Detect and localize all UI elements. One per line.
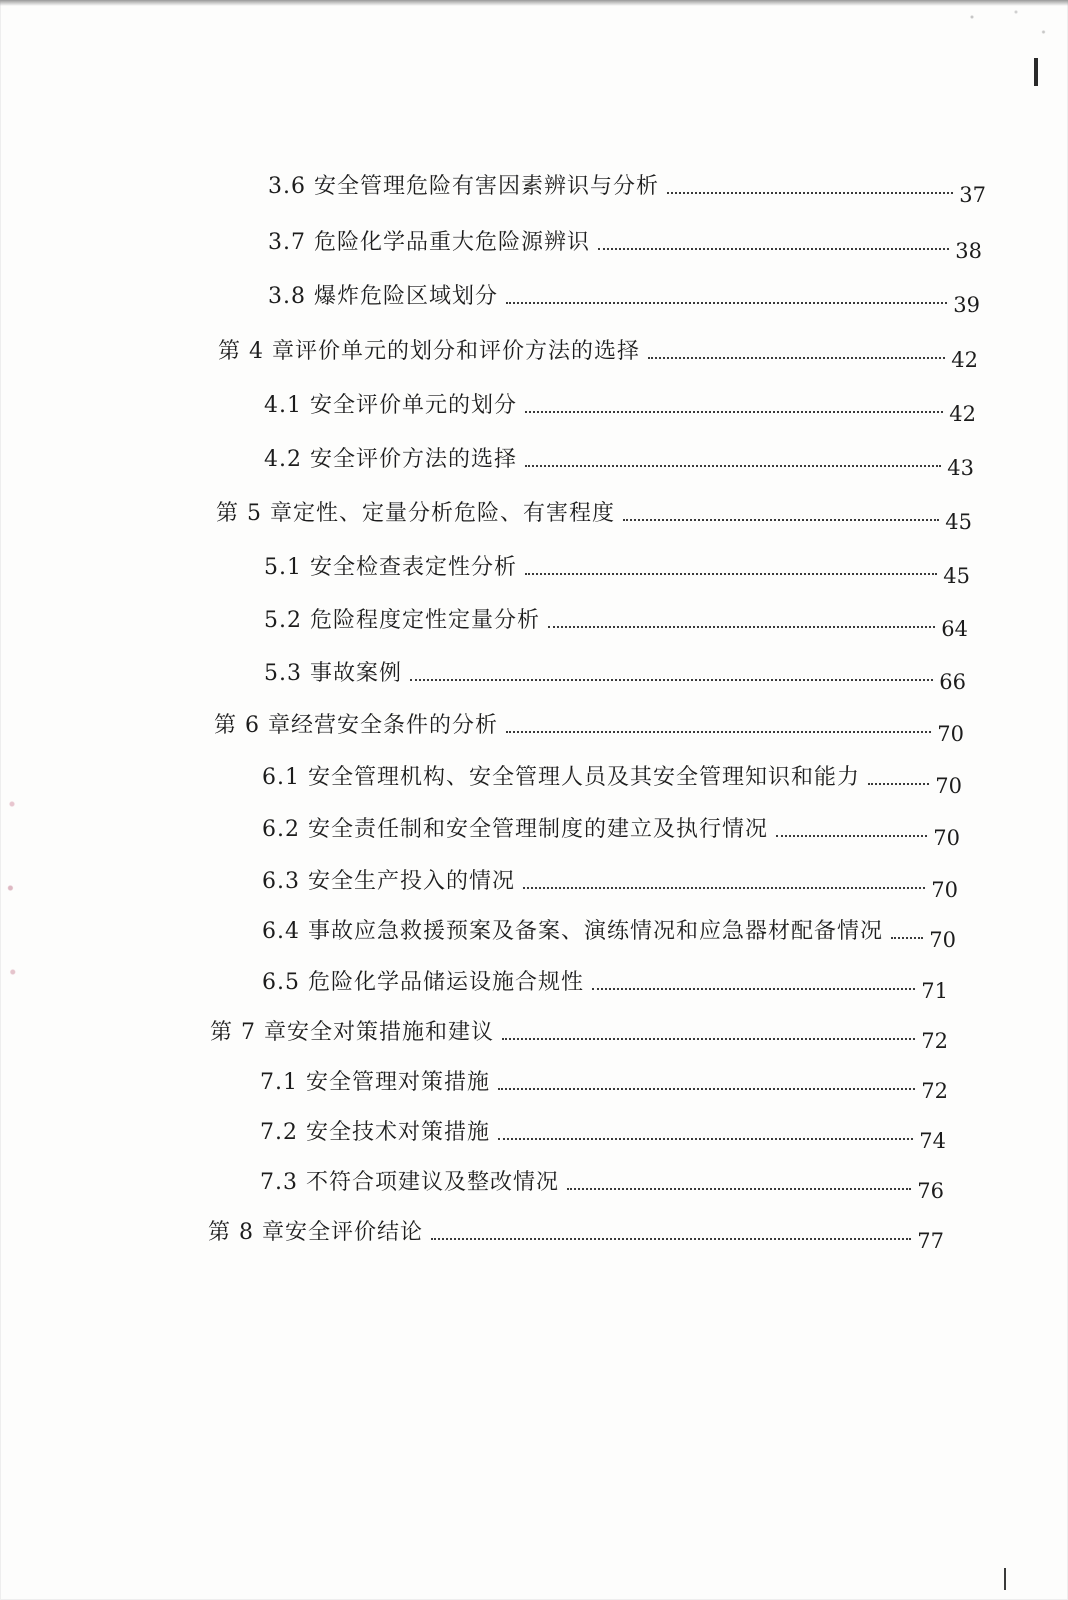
toc-entry-6-4	[262, 911, 956, 952]
toc-page-number: 74	[919, 1129, 946, 1153]
toc-dot-leader	[506, 730, 931, 733]
toc-entry-title: 3.6 安全管理危险有害因素辨识与分析	[268, 174, 659, 199]
toc-page-number: 45	[943, 564, 970, 588]
toc-entry-title: 6.1 安全管理机构、安全管理人员及其安全管理知识和能力	[262, 765, 860, 790]
toc-entry-title: 7.3 不符合项建议及整改情况	[260, 1170, 559, 1195]
toc-chapter-title: 第 8 章安全评价结论	[208, 1220, 423, 1245]
toc-dot-leader	[525, 410, 943, 413]
toc-entry-5-3	[264, 653, 966, 694]
toc-dot-leader	[525, 572, 937, 575]
toc-chapter-5	[216, 493, 972, 534]
toc-dot-leader	[567, 1187, 911, 1190]
toc-entry-title: 6.3 安全生产投入的情况	[262, 869, 515, 894]
toc-page-number: 64	[941, 617, 968, 641]
toc-dot-leader	[410, 678, 933, 681]
toc-chapter-7	[210, 1012, 948, 1053]
toc-entry-title: 3.8 爆炸危险区域划分	[268, 284, 498, 309]
toc-dot-leader	[506, 301, 947, 304]
toc-entry-title: 5.1 安全检查表定性分析	[264, 555, 517, 580]
toc-entry-7-2	[260, 1112, 946, 1153]
toc-entry-title: 5.3 事故案例	[264, 661, 402, 686]
toc-dot-leader	[498, 1137, 913, 1140]
toc-entry-5-1	[264, 547, 970, 588]
toc-page-number: 43	[947, 456, 974, 480]
toc-dot-leader	[648, 356, 945, 359]
toc-page-number: 66	[939, 670, 966, 694]
toc-dot-leader	[776, 834, 927, 837]
toc-page-number: 77	[917, 1229, 944, 1253]
toc-page-number: 37	[959, 183, 986, 207]
toc-dot-leader	[592, 987, 915, 990]
toc-page-number: 72	[921, 1079, 948, 1103]
toc-page-number: 38	[955, 239, 982, 263]
toc-chapter-title: 第 4 章评价单元的划分和评价方法的选择	[218, 339, 640, 364]
toc-page-number: 70	[935, 774, 962, 798]
toc-chapter-6	[214, 705, 964, 746]
toc-page-number: 70	[931, 878, 958, 902]
toc-page-number: 72	[921, 1029, 948, 1053]
toc-entry-6-1	[262, 757, 962, 798]
toc-entry-title: 7.1 安全管理对策措施	[260, 1070, 490, 1095]
toc-dot-leader	[623, 518, 939, 521]
toc-entry-6-2	[262, 809, 960, 850]
toc-entry-6-3	[262, 861, 958, 902]
toc-dot-leader	[498, 1087, 915, 1090]
toc-entry-title: 6.4 事故应急救援预案及备案、演练情况和应急器材配备情况	[262, 919, 883, 944]
toc-dot-leader	[868, 782, 929, 785]
toc-entry-7-3	[260, 1162, 944, 1203]
toc-entry-title: 6.2 安全责任制和安全管理制度的建立及执行情况	[262, 817, 768, 842]
toc-entry-title: 4.1 安全评价单元的划分	[264, 393, 517, 418]
toc-dot-leader	[598, 247, 949, 250]
toc-entry-3-8	[268, 276, 980, 317]
toc-chapter-title: 第 5 章定性、定量分析危险、有害程度	[216, 501, 615, 526]
toc-page-number: 42	[951, 348, 978, 372]
toc-chapter-title: 第 7 章安全对策措施和建议	[210, 1020, 494, 1045]
toc-entry-title: 6.5 危险化学品储运设施合规性	[262, 970, 584, 995]
toc-page-number: 70	[929, 928, 956, 952]
toc-entry-6-5	[262, 962, 948, 1003]
toc-chapter-8	[208, 1212, 944, 1253]
toc-page-number: 45	[945, 510, 972, 534]
toc-entry-7-1	[260, 1062, 948, 1103]
toc-page-number: 70	[933, 826, 960, 850]
toc-entry-3-6	[268, 166, 986, 207]
toc-entry-title: 3.7 危险化学品重大危险源辨识	[268, 230, 590, 255]
toc-dot-leader	[502, 1037, 915, 1040]
toc-entry-title: 7.2 安全技术对策措施	[260, 1120, 490, 1145]
toc-page-number: 70	[937, 722, 964, 746]
toc-dot-leader	[891, 936, 923, 939]
toc-dot-leader	[548, 625, 935, 628]
toc-dot-leader	[667, 191, 953, 194]
toc-dot-leader	[431, 1237, 911, 1240]
toc-page-number: 71	[921, 979, 948, 1003]
toc-page-number: 76	[917, 1179, 944, 1203]
toc-page-number: 42	[949, 402, 976, 426]
toc-entry-title: 4.2 安全评价方法的选择	[264, 447, 517, 472]
toc-page-number: 39	[953, 293, 980, 317]
toc-entry-title: 5.2 危险程度定性定量分析	[264, 608, 540, 633]
toc-entry-5-2	[264, 600, 968, 641]
toc-dot-leader	[523, 886, 925, 889]
toc-chapter-title: 第 6 章经营安全条件的分析	[214, 713, 498, 738]
toc-chapter-4	[218, 331, 978, 372]
toc-entry-4-2	[264, 439, 974, 480]
toc-entry-4-1	[264, 385, 976, 426]
toc-entry-3-7	[268, 222, 982, 263]
toc-dot-leader	[525, 464, 941, 467]
